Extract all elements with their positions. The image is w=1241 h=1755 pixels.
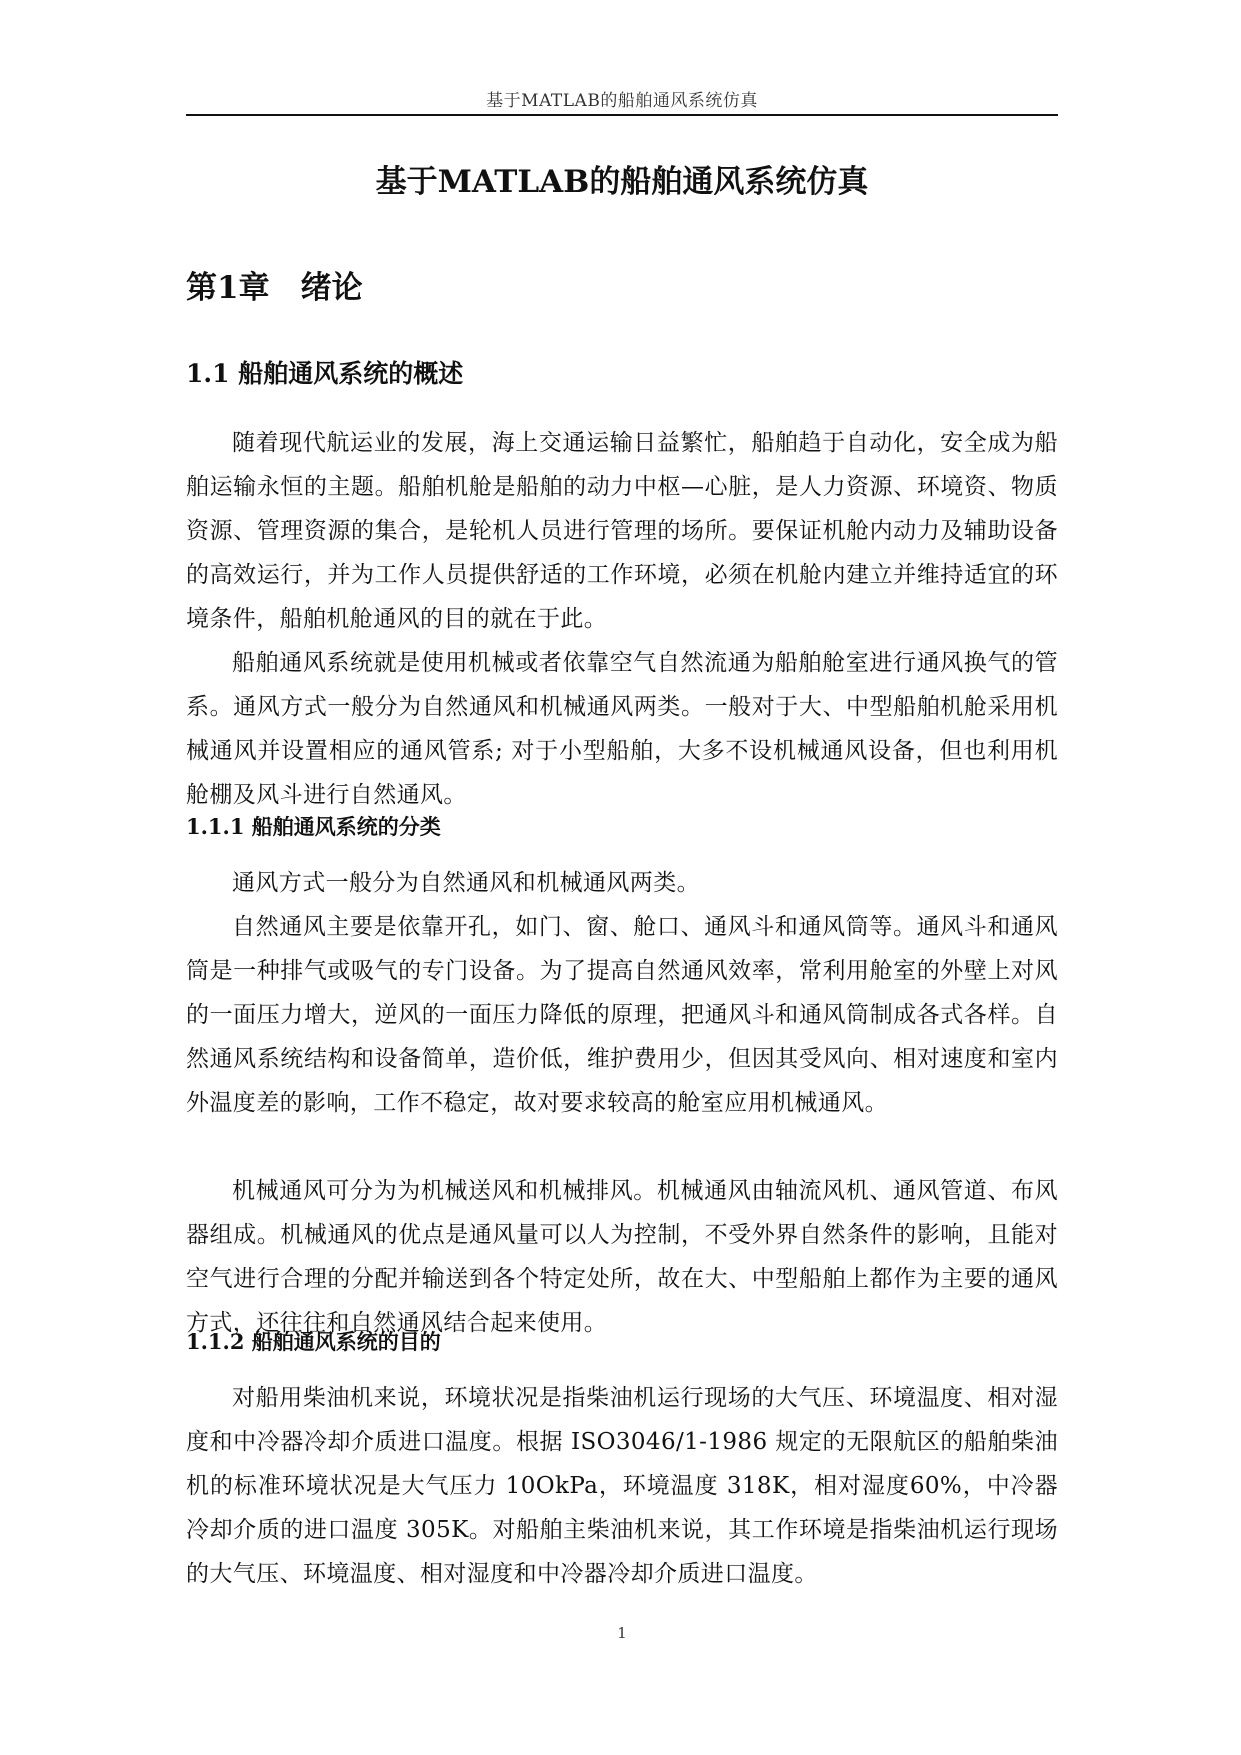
chapter-heading: 第1章 绪论: [186, 270, 363, 306]
running-header: 基于MATLAB的船舶通风系统仿真: [486, 91, 758, 111]
paragraph: 船舶通风系统就是使用机械或者依靠空气自然流通为船舶舱室进行通风换气的管系。通风方式一般分为自然通风和机械通风两类。一般对于大、中型船舶机舱采用机械通风并设置相应的通风管系; 对于小型船舶，大多不设机械通风设备，但也利用机舱棚及风斗进行自然通风。: [186, 650, 1058, 808]
subsection-heading-1-1-1: 1.1.1 船舶通风系统的分类: [186, 814, 441, 839]
document-title: 基于MATLAB的船舶通风系统仿真: [375, 164, 869, 200]
paragraph: 通风方式一般分为自然通风和机械通风两类。: [232, 870, 700, 896]
section-heading-1-1: 1.1 船舶通风系统的概述: [186, 359, 464, 388]
subsection-heading-1-1-2: 1.1.2 船舶通风系统的目的: [186, 1329, 441, 1354]
paragraph: 随着现代航运业的发展，海上交通运输日益繁忙，船舶趋于自动化，安全成为船舶运输永恒的主题。船舶机舱是船舶的动力中枢—心脏，是人力资源、环境资、物质资源、管理资源的集合，是轮机人员进行管理的场所。要保证机舱内动力及辅助设备的高效运行，并为工作人员提供舒适的工作环境，必须在机舱内建立并维持适宜的环境条件，船舶机舱通风的目的就在于此。: [186, 430, 1058, 632]
paragraph: 自然通风主要是依靠开孔，如门、窗、舱口、通风斗和通风筒等。通风斗和通风筒是一种排气或吸气的专门设备。为了提高自然通风效率，常利用舱室的外壁上对风的一面压力增大，逆风的一面压力降低的原理，把通风斗和通风筒制成各式各样。自然通风系统结构和设备简单，造价低，维护费用少，但因其受风向、相对速度和室内外温度差的影响，工作不稳定，故对要求较高的舱室应用机械通风。: [186, 914, 1058, 1116]
header-rule: [186, 114, 1058, 116]
paragraph: 对船用柴油机来说，环境状况是指柴油机运行现场的大气压、环境温度、相对湿度和中冷器冷却介质进口温度。根据 ISO3046/1-1986 规定的无限航区的船舶柴油机的标准环境状况是大气压力 10OkPa，环境温度 318K，相对湿度60%，中冷器冷却介质的进口温度 305K。对船舶主柴油机来说，其工作环境是指柴油机运行现场的大气压、环境温度、相对湿度和中冷器冷却介质进口温度。: [186, 1385, 1058, 1587]
page-number: 1: [617, 1624, 627, 1642]
paragraph: 机械通风可分为为机械送风和机械排风。机械通风由轴流风机、通风管道、布风器组成。机械通风的优点是通风量可以人为控制，不受外界自然条件的影响，且能对空气进行合理的分配并输送到各个特定处所，故在大、中型船舶上都作为主要的通风方式，还往往和自然通风结合起来使用。: [186, 1178, 1058, 1336]
